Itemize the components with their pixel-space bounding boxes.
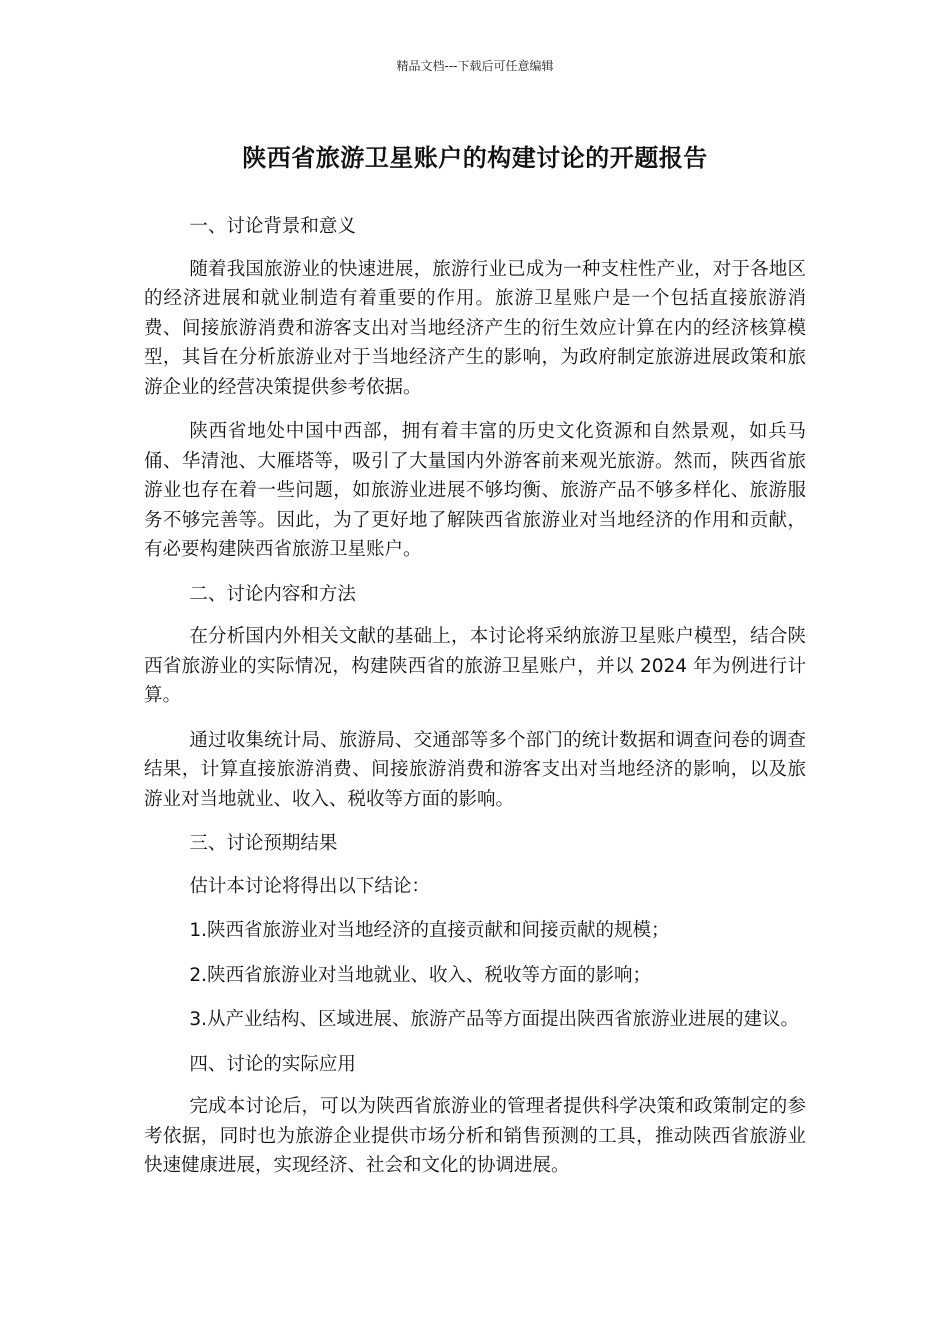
list-item: 3.从产业结构、区域进展、旅游产品等方面提出陕西省旅游业进展的建议。 — [189, 1009, 799, 1030]
section-heading-application: 四、讨论的实际应用 — [189, 1053, 356, 1075]
paragraph: 陕西省地处中国中西部，拥有着丰富的历史文化资源和自然景观，如兵马俑、华清池、大雁塔等，吸引了大量国内外游客前来观光旅游。然而，陕西省旅游业也存在着一些问题，如旅游业进展不够均衡、旅游产品不够多样化、旅游服务不够完善等。因此，为了更好地了解陕西省旅游业对当地经济的作用和贡献，有必要构建陕西省旅游卫星账户。 — [144, 421, 806, 560]
paragraph: 通过收集统计局、旅游局、交通部等多个部门的统计数据和调查问卷的调查结果，计算直接旅游消费、间接旅游消费和游客支出对当地经济的影响，以及旅游业对当地就业、收入、税收等方面的影响。 — [144, 729, 806, 810]
document-title: 陕西省旅游卫星账户的构建讨论的开题报告 — [242, 144, 708, 172]
paragraph: 完成本讨论后，可以为陕西省旅游业的管理者提供科学决策和政策制定的参考依据，同时也为旅游企业提供市场分析和销售预测的工具，推动陕西省旅游业快速健康进展，实现经济、社会和文化的协调进展。 — [144, 1096, 806, 1176]
list-item: 2.陕西省旅游业对当地就业、收入、税收等方面的影响； — [189, 964, 651, 986]
list-item: 1.陕西省旅游业对当地经济的直接贡献和间接贡献的规模； — [189, 920, 670, 941]
section-heading-expected-results: 三、讨论预期结果 — [189, 833, 338, 854]
section-heading-background: 一、讨论背景和意义 — [189, 216, 356, 237]
paragraph: 随着我国旅游业的快速进展，旅游行业已成为一种支柱性产业，对于各地区的经济进展和就业制造有着重要的作用。旅游卫星账户是一个包括直接旅游消费、间接旅游消费和游客支出对当地经济产生的衍生效应计算在内的经济核算模型，其旨在分析旅游业对于当地经济产生的影响，为政府制定旅游进展政策和旅游企业的经营决策提供参考依据。 — [144, 258, 806, 398]
paragraph: 估计本讨论将得出以下结论： — [189, 875, 430, 897]
section-heading-content-methods: 二、讨论内容和方法 — [189, 583, 356, 605]
paragraph: 在分析国内外相关文献的基础上，本讨论将采纳旅游卫星账户模型，结合陕西省旅游业的实际情况，构建陕西省的旅游卫星账户，并以 2024 年为例进行计算。 — [144, 626, 806, 706]
header-note: 精品文档---下载后可任意编辑 — [396, 59, 554, 73]
document-body — [144, 212, 806, 1196]
